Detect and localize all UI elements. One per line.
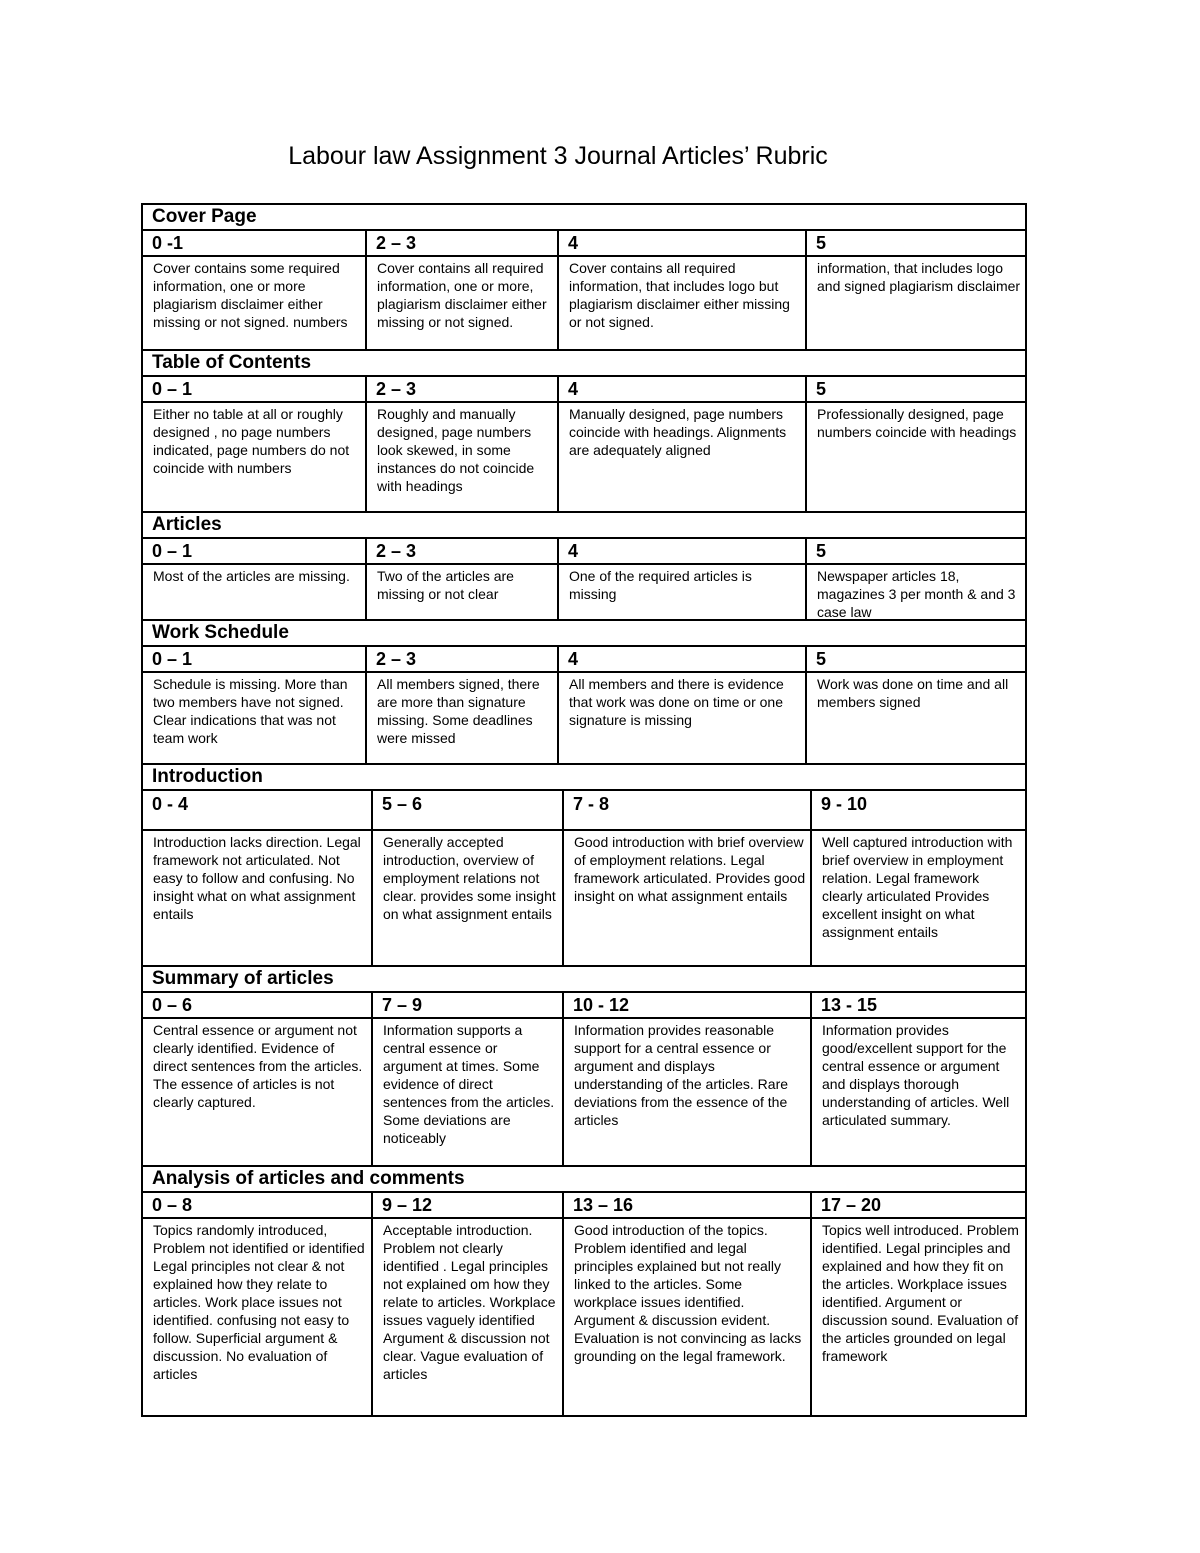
score-range: 5 <box>805 231 1025 255</box>
section-title: Cover Page <box>143 205 1025 231</box>
criterion-description: Well captured introduction with brief overview in employment relation. Legal framework clearly articulated Provides excellent insight on what assignment entails <box>810 831 1025 965</box>
score-row <box>143 377 1025 403</box>
score-range: 5 <box>805 647 1025 671</box>
criterion-description: information, that includes logo and signed plagiarism disclaimer <box>805 257 1025 349</box>
section-title: Table of Contents <box>143 351 1025 377</box>
criterion-description: Topics randomly introduced, Problem not identified or identified Legal principles not clear & not explained how they relate to articles. Work place issues not identified. confusing not easy to follow. Superficial argument & discussion. No evaluation of articles <box>153 1222 365 1382</box>
criterion-description: Topics well introduced. Problem identified. Legal principles and explained and how they fit on the articles. Workplace issues identified. Argument or discussion sound. Evaluation of the articles grounded on legal framework <box>810 1219 1025 1415</box>
score-row <box>143 647 1025 673</box>
score-range: 10 - 12 <box>562 993 810 1017</box>
section-title: Articles <box>143 513 1025 539</box>
score-row <box>143 539 1025 565</box>
page-title: Labour law Assignment 3 Journal Articles’ Rubric <box>288 142 828 170</box>
description-row <box>143 565 1025 621</box>
criterion-description: Good introduction of the topics. Problem identified and legal principles explained but not really linked to the articles. Some workplace issues identified. Argument & discussion evident. Evaluation is not convincing as lacks grounding on the legal framework. <box>562 1219 810 1415</box>
description-row <box>143 831 1025 967</box>
description-row <box>143 1219 1025 1415</box>
criterion-description: Cover contains some required information, one or more plagiarism disclaimer either missing or not signed. numbers <box>153 260 348 330</box>
score-range: 2 – 3 <box>365 647 557 671</box>
section-introduction <box>143 765 1025 967</box>
section-articles <box>143 513 1025 621</box>
score-row <box>143 791 1025 831</box>
criterion-description: Introduction lacks direction. Legal framework not articulated. Not easy to follow and confusing. No insight what on what assignment entails <box>153 834 361 922</box>
criterion-description: Newspaper articles 18, magazines 3 per month & and 3 case law <box>805 565 1025 619</box>
section-title: Summary of articles <box>143 967 1025 993</box>
description-row <box>143 1019 1025 1167</box>
score-row <box>143 1193 1025 1219</box>
criterion-description: One of the required articles is missing <box>557 565 805 619</box>
section-table-of-contents <box>143 351 1025 513</box>
section-analysis-of-articles <box>143 1167 1025 1415</box>
score-range: 0 – 8 <box>152 1195 193 1215</box>
criterion-description: Two of the articles are missing or not clear <box>365 565 557 619</box>
score-range: 2 – 3 <box>365 377 557 401</box>
criterion-description: Cover contains all required information, that includes logo but plagiarism disclaimer either missing or not signed. <box>557 257 805 349</box>
criterion-description: Information supports a central essence or argument at times. Some evidence of direct sentences from the articles. Some deviations are noticeably <box>371 1019 562 1165</box>
score-row <box>143 231 1025 257</box>
score-range: 2 – 3 <box>365 231 557 255</box>
criterion-description: Either no table at all or roughly designed , no page numbers indicated, page numbers do not coincide with numbers <box>153 406 350 476</box>
score-range: 0 -1 <box>152 233 184 253</box>
description-row <box>143 257 1025 351</box>
score-range: 0 – 6 <box>152 995 193 1015</box>
description-row <box>143 403 1025 513</box>
section-work-schedule <box>143 621 1025 765</box>
criterion-description: Cover contains all required information, one or more, plagiarism disclaimer either missing or not signed. <box>365 257 557 349</box>
score-range: 4 <box>557 377 805 401</box>
score-range: 0 – 1 <box>152 379 193 399</box>
score-range: 7 – 9 <box>371 993 562 1017</box>
score-range: 5 <box>805 539 1025 563</box>
score-range: 0 - 4 <box>152 794 189 814</box>
score-row <box>143 993 1025 1019</box>
criterion-description: Manually designed, page numbers coincide with headings. Alignments are adequately aligned <box>557 403 805 511</box>
criterion-description: Acceptable introduction. Problem not clearly identified . Legal principles not explained om how they relate to articles. Workplace issues vaguely identified Argument & discussion not clear. Vague evaluation of articles <box>371 1219 562 1415</box>
criterion-description: Schedule is missing. More than two members have not signed. Clear indications that was not team work <box>153 676 348 746</box>
criterion-description: Information provides good/excellent support for the central essence or argument and displays thorough understanding of articles. Well articulated summary. <box>810 1019 1025 1165</box>
score-range: 4 <box>557 647 805 671</box>
score-range: 5 – 6 <box>371 791 562 829</box>
score-range: 9 - 10 <box>810 791 1025 829</box>
criterion-description: Information provides reasonable support for a central essence or argument and displays understanding of the articles. Rare deviations from the essence of the articles <box>562 1019 810 1165</box>
criterion-description: Central essence or argument not clearly identified. Evidence of direct sentences from the articles. The essence of articles is not clearly captured. <box>153 1022 363 1110</box>
score-range: 13 - 15 <box>810 993 1025 1017</box>
score-range: 17 – 20 <box>810 1193 1025 1217</box>
criterion-description: Work was done on time and all members signed <box>805 673 1025 763</box>
section-title: Introduction <box>143 765 1025 791</box>
criterion-description: All members and there is evidence that work was done on time or one signature is missing <box>557 673 805 763</box>
criterion-description: Roughly and manually designed, page numbers look skewed, in some instances do not coincide with headings <box>365 403 557 511</box>
criterion-description: All members signed, there are more than signature missing. Some deadlines were missed <box>365 673 557 763</box>
criterion-description: Generally accepted introduction, overview of employment relations not clear. provides some insight on what assignment entails <box>371 831 562 965</box>
criterion-description: Most of the articles are missing. <box>153 568 350 584</box>
section-cover-page <box>143 205 1025 351</box>
score-range: 2 – 3 <box>365 539 557 563</box>
score-range: 5 <box>805 377 1025 401</box>
description-row <box>143 673 1025 765</box>
score-range: 7 - 8 <box>562 791 810 829</box>
score-range: 4 <box>557 231 805 255</box>
criterion-description: Professionally designed, page numbers coincide with headings <box>805 403 1025 511</box>
score-range: 13 – 16 <box>562 1193 810 1217</box>
score-range: 9 – 12 <box>371 1193 562 1217</box>
score-range: 0 – 1 <box>152 649 193 669</box>
rubric-table <box>141 203 1027 1417</box>
section-title: Analysis of articles and comments <box>143 1167 1025 1193</box>
section-title: Work Schedule <box>143 621 1025 647</box>
score-range: 0 – 1 <box>152 541 193 561</box>
section-summary-of-articles <box>143 967 1025 1167</box>
score-range: 4 <box>557 539 805 563</box>
criterion-description: Good introduction with brief overview of employment relations. Legal framework articulated. Provides good insight on what assignment entails <box>562 831 810 965</box>
